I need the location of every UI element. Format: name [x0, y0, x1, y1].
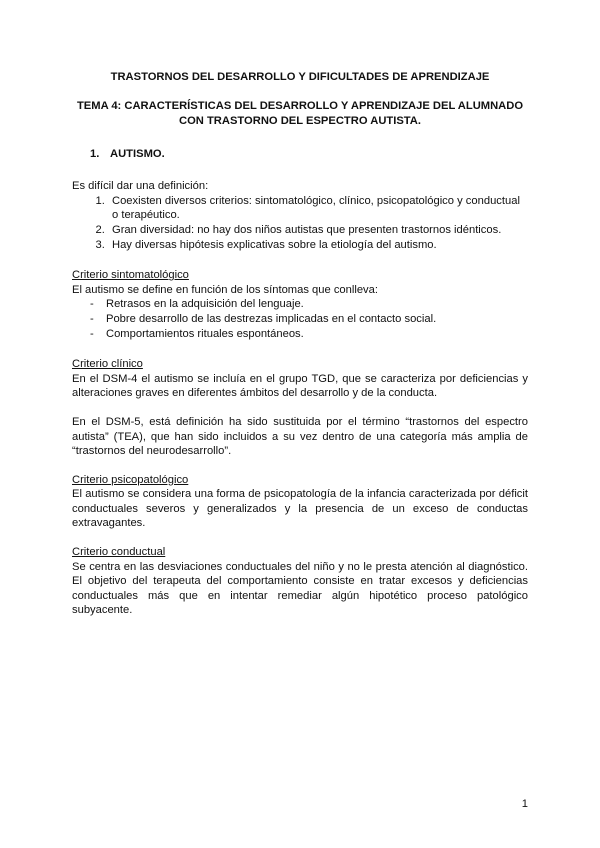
- document-title: TRASTORNOS DEL DESARROLLO Y DIFICULTADES DE APRENDIZAJE: [110, 71, 490, 83]
- criterio-psicopatologico-paragraph: El autismo se considera una forma de psicopatología de la infancia caracterizada por déficit conductuales severos y generalizados y la presencia de un exceso de conductas extravagantes.: [72, 488, 528, 530]
- tema-title: [72, 99, 528, 129]
- sintomas-list: [72, 297, 528, 341]
- intro-list-item: 1. Coexisten diversos criterios: sintomatológico, clínico, psicopatológico y conductual o terapéutico.: [108, 194, 528, 223]
- tema-title-line-1: TEMA 4: CARACTERÍSTICAS DEL DESARROLLO Y APRENDIZAJE DEL ALUMNADO: [76, 99, 524, 112]
- criterio-clinico-paragraph-1: En el DSM-4 el autismo se incluía en el grupo TGD, que se caracteriza por deficiencias y alteraciones graves en diferentes ámbitos del desarrollo y de la conducta.: [72, 372, 528, 400]
- section-number: 1.: [90, 147, 100, 160]
- criterio-psicopatologico-heading: Criterio psicopatológico: [72, 473, 189, 486]
- sintoma-item: - Comportamientos rituales espontáneos.: [90, 327, 528, 342]
- section-heading: [90, 147, 528, 162]
- intro-text: Es difícil dar una definición:: [72, 180, 209, 193]
- intro-list: [72, 194, 528, 252]
- sintoma-item: - Retrasos en la adquisición del lenguaje.: [90, 297, 528, 312]
- sintoma-item: - Pobre desarrollo de las destrezas implicadas en el contacto social.: [90, 312, 528, 327]
- criterio-clinico-paragraph-2: En el DSM-5, está definición ha sido sustituida por el término “trastornos del espectro autista” (TEA), que han sido incluidos a su vez dentro de una categoría más amplia de “trastornos del neurodesarrollo”.: [72, 415, 528, 458]
- criterio-sintomatologico-text: El autismo se define en función de los síntomas que conlleva:: [72, 283, 378, 296]
- tema-title-line-2: CON TRASTORNO DEL ESPECTRO AUTISTA.: [179, 114, 421, 127]
- criterio-sintomatologico-heading: Criterio sintomatológico: [72, 269, 189, 282]
- intro-list-item: 2. Gran diversidad: no hay dos niños autistas que presenten trastornos idénticos.: [108, 223, 528, 238]
- criterio-conductual-paragraph: Se centra en las desviaciones conductuales del niño y no le presta atención al diagnóstico. El objetivo del terapeuta del comportamiento consiste en tratar excesos y deficiencias conductuales más que en intentar remediar algún hipotético proceso patológico subyacente.: [72, 560, 528, 617]
- intro-list-item: 3. Hay diversas hipótesis explicativas sobre la etiología del autismo.: [108, 238, 528, 253]
- page-number: 1: [521, 798, 528, 810]
- section-title: AUTISMO.: [110, 147, 165, 160]
- criterio-clinico-heading: Criterio clínico: [72, 358, 143, 371]
- criterio-conductual-heading: Criterio conductual: [72, 546, 166, 559]
